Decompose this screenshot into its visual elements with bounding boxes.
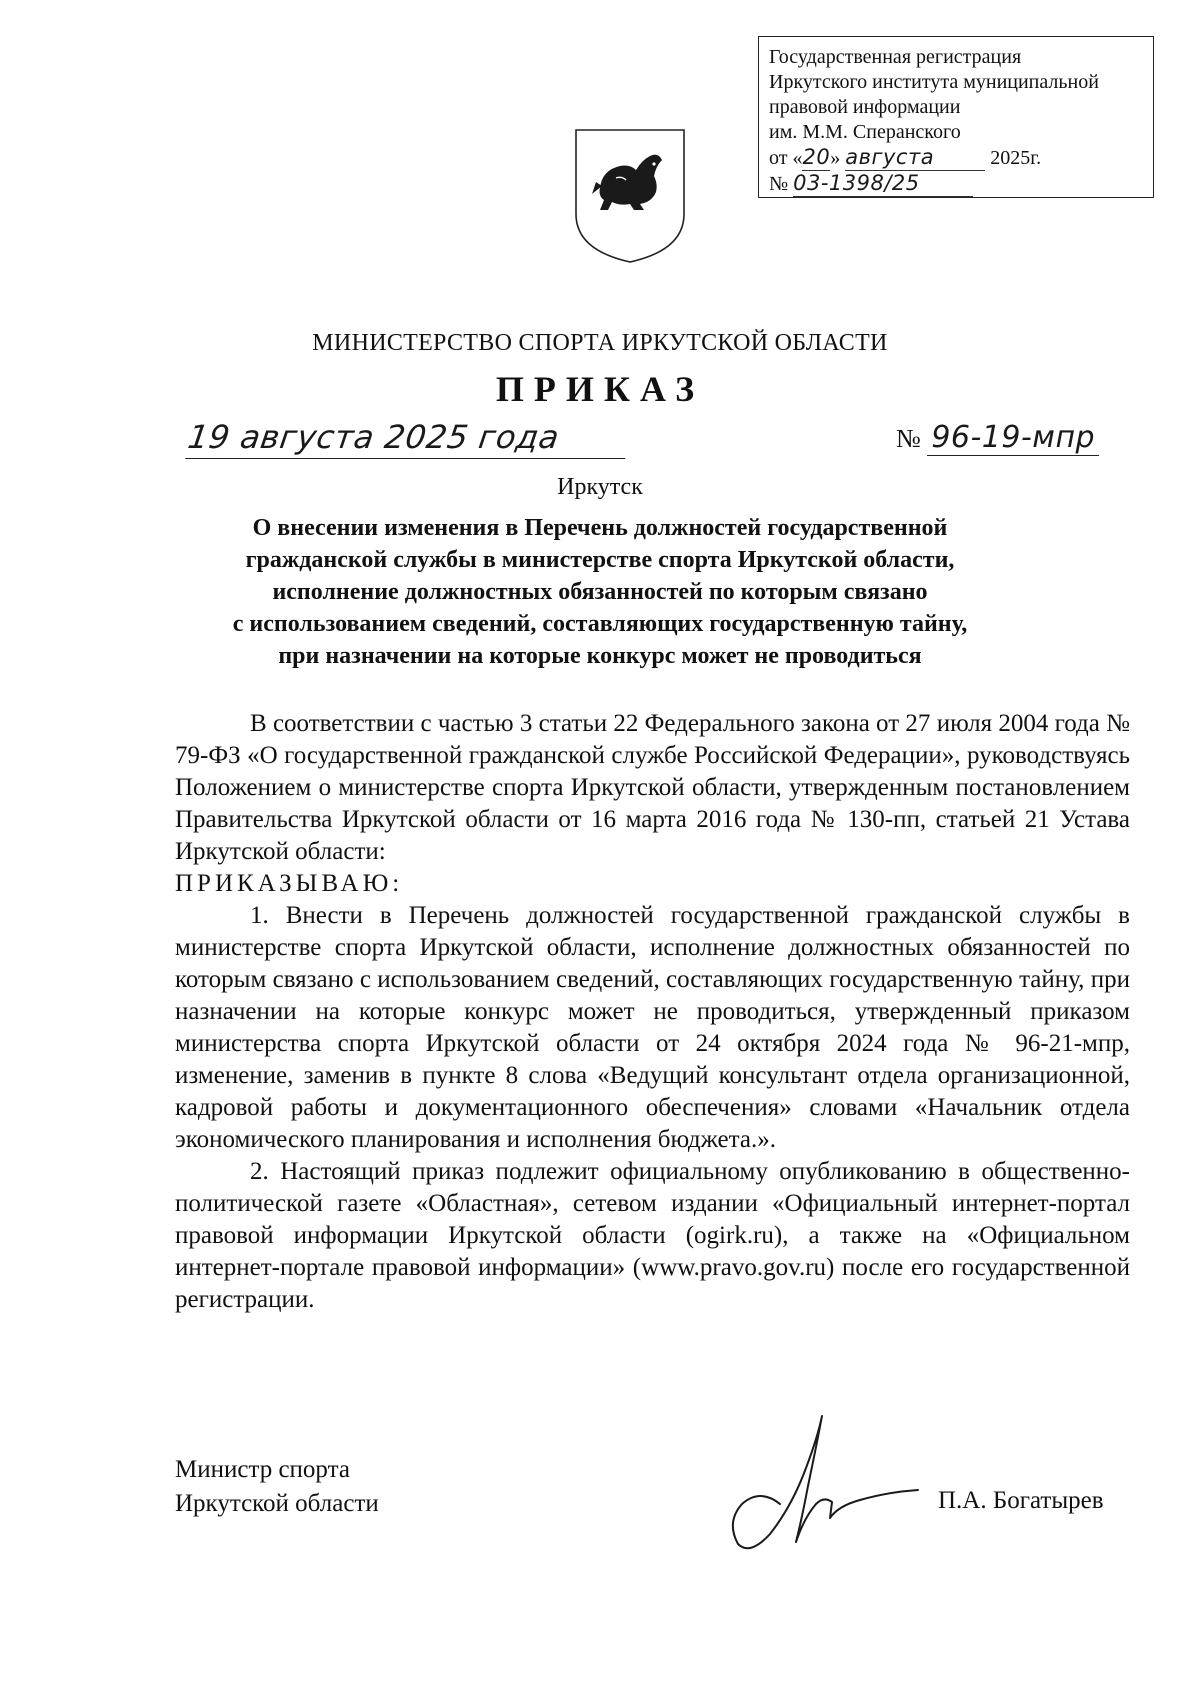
registration-day: 20 — [802, 145, 831, 169]
registration-line: Государственная регистрация — [769, 46, 1022, 68]
registration-month: августа — [845, 145, 985, 171]
order-title: ПРИКАЗ — [495, 369, 705, 409]
order-number-value: 96-19-мпр — [927, 420, 1099, 456]
registration-date-prefix: от « — [769, 147, 803, 169]
signatory-title-line: Министр спорта — [175, 1456, 350, 1483]
registration-number-value: 03-1398/25 — [793, 171, 973, 197]
order-date: 19 августа 2025 года — [185, 418, 631, 459]
ministry-name: МИНИСТЕРСТВО СПОРТА ИРКУТСКОЙ ОБЛАСТИ — [312, 330, 888, 356]
order-subject — [170, 512, 1030, 672]
registration-year: 2025 — [990, 147, 1031, 169]
subject-line: исполнение должностных обязанностей по которым связано — [272, 579, 928, 605]
subject-line: с использованием сведений, составляющих государственную тайну, — [232, 611, 968, 637]
city: Иркутск — [557, 474, 643, 500]
registration-date-mid: » — [830, 147, 841, 169]
order-number-prefix: № — [896, 424, 921, 453]
registration-line: им. М.М. Сперанского — [769, 121, 961, 143]
handwritten-signature — [720, 1408, 920, 1558]
order-item-2: 2. Настоящий приказ подлежит официальному опубликованию в общественно-политической газете «Областная», сетевом издании «Официальный интернет-портал правовой информации Иркутской области (ogirk.ru), а также на «Официальном интернет-портале правовой информации» (www.pravo.gov.ru) после его государственной регистрации. — [175, 1158, 1130, 1313]
registration-date — [769, 145, 1143, 171]
coat-of-arms-icon — [572, 126, 688, 266]
subject-line: О внесении изменения в Перечень должностей государственной — [252, 515, 948, 541]
registration-line: правовой информации — [769, 96, 961, 118]
registration-stamp — [758, 36, 1154, 198]
preamble-paragraph: В соответствии с частью 3 статьи 22 Федерального закона от 27 июля 2004 года № 79-ФЗ «О государственной гражданской службе Российской Федерации», руководствуясь Положением о министерстве спорта Иркутской области, утвержденным постановлением Правительства Иркутской области от 16 марта 2016 года № 130-пп, статьей 21 Устава Иркутской области: — [175, 710, 1130, 865]
signatory-title-line: Иркутской области — [175, 1490, 379, 1517]
signatory-title — [175, 1453, 379, 1521]
order-item-1: 1. Внести в Перечень должностей государственной гражданской службы в министерстве спорта Иркутской области, исполнение должностных обязанностей по которым связано с использованием сведений, составляющих государственную тайну, при назначении на которые конкурс может не проводиться, утвержденный приказом министерства спорта Иркутской области от 24 октября 2024 года № 96-21-мпр, изменение, заменив в пункте 8 слова «Ведущий консультант отдела организационной, кадровой работы и документационного обеспечения» словами «Начальник отдела экономического планирования и исполнения бюджета.». — [175, 902, 1130, 1153]
registration-number — [769, 171, 1143, 197]
order-number — [896, 420, 1099, 456]
subject-line: при назначении на которые конкурс может не проводиться — [278, 643, 922, 669]
registration-year-suffix: г. — [1030, 147, 1042, 169]
registration-number-prefix: № — [769, 173, 789, 195]
order-body — [175, 708, 1130, 1316]
registration-line: Иркутского института муниципальной — [769, 71, 1099, 93]
subject-line: гражданской службы в министерстве спорта Иркутской области, — [245, 547, 955, 573]
signatory-name: П.А. Богатырев — [938, 1487, 1104, 1514]
order-word: ПРИКАЗЫВАЮ: — [175, 870, 404, 897]
